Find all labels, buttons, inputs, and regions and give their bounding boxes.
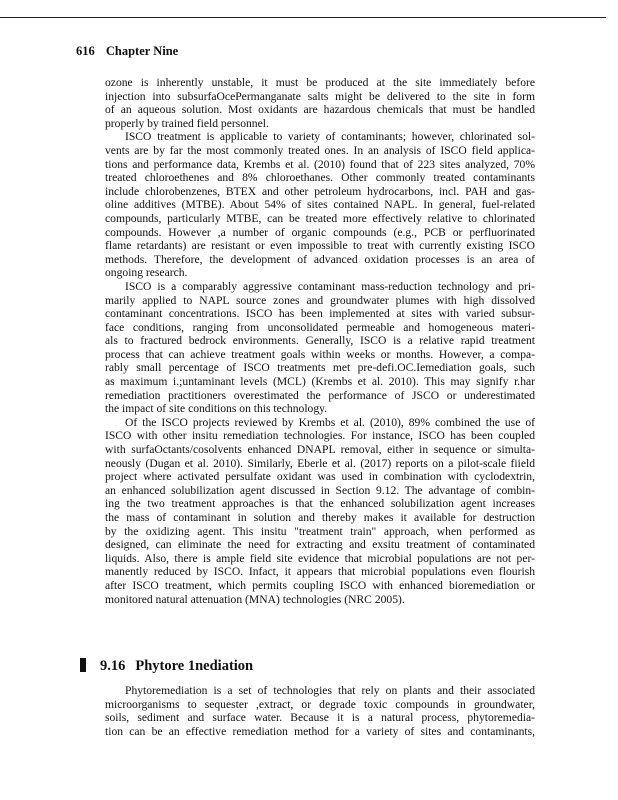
text-line: ISCO with other insitu remediation technologies. For instance, ISCO has been coupled [105, 429, 535, 443]
top-rule [0, 17, 606, 18]
text-line: designed, can eliminate the need for extracting and exsitu treatment of contaminated [105, 538, 535, 552]
text-line: as maximum i.;untaminant levels (MCL) (Krembs et al. 2010). This may signify r.har [105, 375, 535, 389]
text-line: contaminant concentrations. ISCO has been implemented at sites with varied subsur- [105, 307, 535, 321]
text-line: properly by trained field personnel. [105, 116, 269, 130]
text-line: an enhanced solubilization agent discussed in Section 9.12. The advantage of combin- [105, 483, 535, 497]
text-line: include chlorobenzenes, BTEX and other petroleum hydrocarbons, incl. PAH and gas- [105, 184, 535, 198]
text-line: the impact of site conditions on this technology. [105, 402, 328, 416]
body-text [105, 76, 535, 606]
text-line: face conditions, ranging from unconsolidated permeable and homogeneous materi- [105, 320, 535, 334]
paragraph [105, 416, 535, 606]
text-line: methods. Therefore, the development of advanced oxidation processes is an area of [105, 252, 535, 266]
paragraph [105, 130, 535, 280]
section-heading [80, 658, 253, 675]
paragraph [105, 280, 535, 416]
text-line: ing the two treatment approaches is that the enhanced solubilization agent increases [105, 497, 535, 511]
text-line: als to fractured bedrock environments. Generally, ISCO is a relative rapid treatment [105, 334, 535, 348]
text-line: injection into subsurfaOcePermanganate salts might be delivered to the site in form [105, 89, 535, 103]
paragraph [105, 684, 535, 738]
text-line: vents are by far the most commonly treated ones. In an analysis of ISCO field applica- [105, 143, 535, 157]
text-line: Phytoremediation is a set of technologies that rely on plants and their associated [125, 684, 535, 697]
text-line: tion can be an effective remediation method for a variety of sites and contaminants, [105, 724, 535, 738]
section-number: 9.16 [100, 658, 126, 674]
text-line: compounds. However ,a number of organic compounds (e.g., PCB or perfluorinated [105, 225, 535, 239]
running-head [76, 44, 178, 59]
text-line: process that can achieve treatment goals within weeks or months. However, a compa- [105, 347, 535, 361]
text-line: with surfaOctants/cosolvents enhanced DNAPL removal, either in sequence or simulta- [105, 443, 535, 457]
text-line: ozone is inherently unstable, it must be produced at the site immediately before [105, 76, 535, 89]
text-line: ISCO is a comparably aggressive contaminant mass-reduction technology and pri- [125, 279, 535, 293]
section-title: Phytore 1nediation [135, 658, 254, 674]
text-line: of an aqueous solution. Most oxidants are hazardous chemicals that must be handled [105, 103, 535, 117]
text-line: flame retardants) are resistant or even impossible to treat with currently existing ISCO [105, 239, 535, 253]
text-line: compounds, particularly MTBE, can be treated more effectively relative to chlorinated [105, 211, 535, 225]
chapter-title: Chapter Nine [105, 44, 179, 58]
text-line: tions and performance data, Krembs et al. (2010) found that of 223 sites analyzed, 70% [105, 157, 535, 171]
paragraph [105, 76, 535, 130]
text-line: monitored natural attenuation (MNA) technologies (NRC 2005). [105, 592, 405, 606]
text-line: ongoing research. [105, 266, 188, 280]
text-line: Of the ISCO projects reviewed by Krembs et al. (2010), 89% combined the use of [125, 415, 535, 429]
text-line: marily applied to NAPL source zones and groundwater plumes with high dissolved [105, 293, 535, 307]
text-line: manently reduced by ISCO. Infact, it appears that microbial populations even flourish [105, 565, 535, 579]
text-line: oline additives (MTBE). About 54% of sites contained NAPL. In general, fuel-related [105, 198, 535, 212]
text-line: liquids. Also, there is ample field site evidence that microbial populations are not per- [105, 551, 535, 565]
text-line: microorganisms to sequester ,extract, or degrade toxic compounds in groundwater, [105, 697, 535, 711]
text-line: the mass of contaminant in solution and thereby makes it available for destruction [105, 511, 535, 524]
text-line: project where activated persulfate oxidant was used in combination with cyclodextrin, [105, 470, 535, 484]
text-line: after ISCO treatment, which permits coupling ISCO with enhanced bioremediation or [105, 578, 535, 592]
section-marker [80, 658, 86, 672]
text-line: neously (Dugan et al. 2010). Similarly, Eberle et al. (2017) reports on a pilot-scale fiield [105, 456, 535, 470]
text-line: ISCO treatment is applicable to variety of contaminants; however, chlorinated sol- [125, 130, 535, 144]
page-number: 616 [76, 44, 95, 58]
text-line: remediation practitioners overestimated the performance of JSCO or underestimated [105, 388, 535, 402]
text-line: soils, sediment and surface water. Because it is a natural process, phytoremedia- [105, 711, 535, 725]
text-line: by the oxidizing agent. This insitu "treatment train" approach, when performed as [105, 524, 535, 538]
text-line: treated chloroethenes and 8% chloroethanes. Other commonly treated contaminants [105, 171, 535, 185]
section-body-text [105, 684, 535, 738]
text-line: rably small percentage of ISCO treatments met pre-defi.OC.Iemediation goals, such [105, 361, 535, 375]
